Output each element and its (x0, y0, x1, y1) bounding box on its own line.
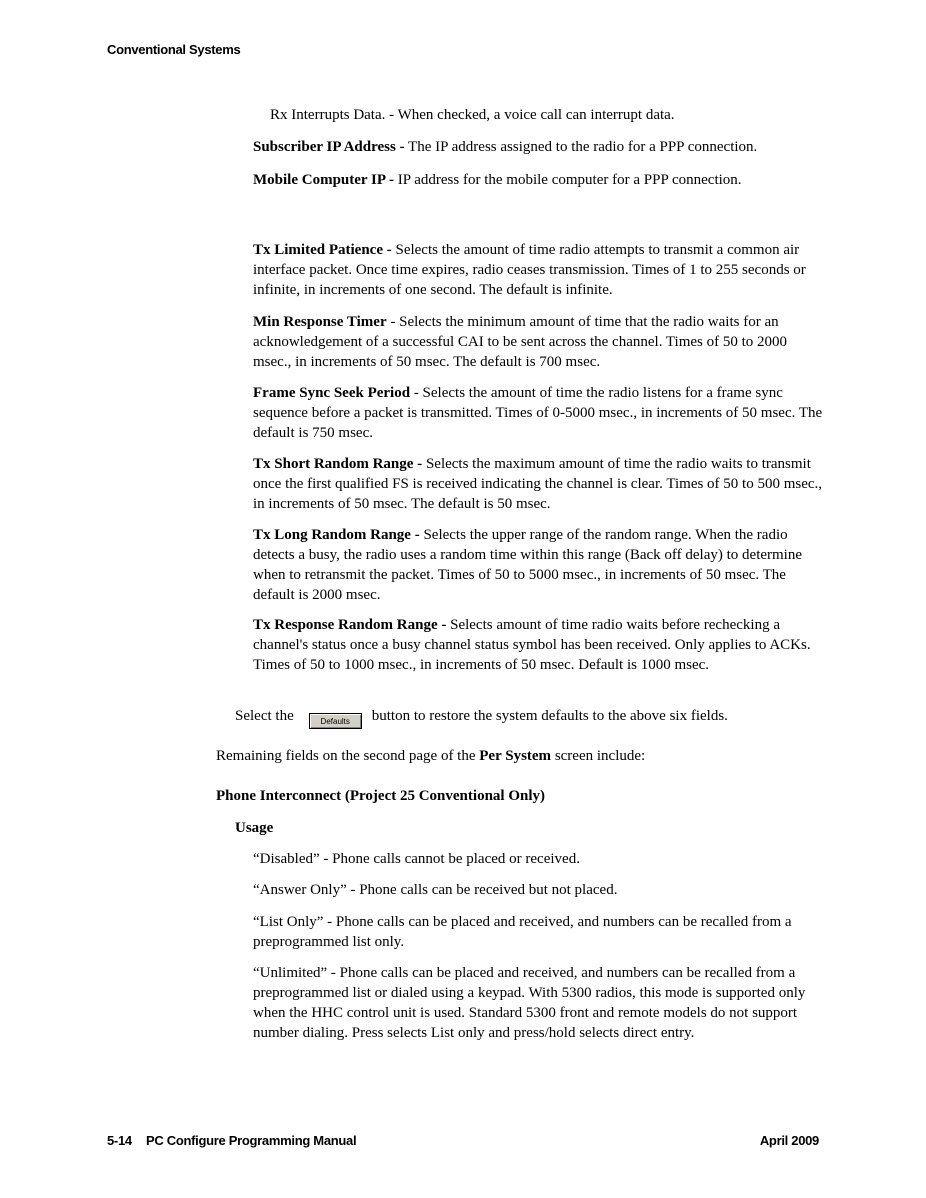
footer-page-number: 5-14 (107, 1133, 132, 1148)
remaining-fields-intro (216, 746, 836, 766)
field-term: Min Response Timer (253, 314, 387, 330)
field-desc: - Selects the minimum amount of time that the radio waits for an acknowledgement of a successful CAI to be sent across the channel. Times of 50 to 2000 msec., in increments of 50 msec. The default is 700 msec. (253, 314, 788, 370)
usage-item-list-only: “List Only” - Phone calls can be placed and received, and numbers can be recalled from a preprogrammed list only. (253, 914, 792, 950)
defaults-text-before: Select the (235, 708, 294, 724)
field-desc: Selects the maximum amount of time the radio waits to transmit once the first qualified FS is received indicating the channel is clear. Times of 50 to 500 msec., in increments of 50 msec. The default is 50 msec. (253, 456, 823, 512)
remaining-text-before: Remaining fields on the second page of the (216, 748, 480, 764)
field-tx-long-random-range (253, 525, 825, 605)
field-term: Subscriber IP Address - (253, 139, 405, 155)
footer-manual-title: PC Configure Programming Manual (146, 1133, 357, 1148)
field-subscriber-ip (253, 137, 825, 157)
defaults-instruction (235, 706, 835, 729)
phone-interconnect-heading: Phone Interconnect (Project 25 Conventional Only) (216, 788, 545, 804)
usage-item-unlimited: “Unlimited” - Phone calls can be placed and received, and numbers can be recalled from a preprogrammed list or dialed using a keypad. With 5300 radios, this mode is supported only when the HHC control unit is used. Standard 5300 front and remote models do not support number dialing. Press selects List only and press/hold selects direct entry. (253, 965, 806, 1041)
field-min-response-timer (253, 312, 825, 372)
field-term: Tx Long Random Range - (253, 527, 420, 543)
field-desc: The IP address assigned to the radio for a PPP connection. (404, 139, 758, 155)
footer-date: April 2009 (759, 1133, 819, 1148)
defaults-text-after: button to restore the system defaults to the above six fields. (371, 708, 728, 724)
per-system-label: Per System (479, 748, 552, 764)
usage-item-answer-only: “Answer Only” - Phone calls can be received but not placed. (253, 882, 618, 898)
usage-item-disabled: “Disabled” - Phone calls cannot be placed or received. (253, 851, 580, 867)
field-tx-short-random-range (253, 454, 825, 514)
usage-heading: Usage (235, 820, 274, 836)
field-term: Mobile Computer IP - (253, 172, 394, 188)
field-tx-response-random-range (253, 615, 825, 675)
rx-interrupts-text: Rx Interrupts Data. - When checked, a voice call can interrupt data. (270, 107, 675, 123)
running-header: Conventional Systems (107, 42, 241, 57)
field-mobile-computer-ip (253, 170, 825, 190)
field-term: Tx Short Random Range - (253, 456, 423, 472)
remaining-text-after: screen include: (551, 748, 646, 764)
defaults-button[interactable]: Defaults (309, 713, 362, 729)
field-term: Tx Limited Patience - (253, 242, 392, 258)
field-tx-limited-patience (253, 240, 825, 300)
field-desc: Selects amount of time radio waits before rechecking a channel's status once a busy channel status symbol has been received. Only applies to ACKs. Times of 50 to 1000 msec., in increments of 50 msec. Default is 1000 msec. (253, 617, 811, 673)
field-desc: Selects the upper range of the random range. When the radio detects a busy, the radio uses a random time within this range (Back off delay) to determine when to retransmit the packet. Times of 50 to 5000 msec., in increments of 50 msec. The default is 2000 msec. (253, 527, 803, 603)
field-term: Tx Response Random Range - (253, 617, 447, 633)
field-desc: Selects the amount of time radio attempts to transmit a common air interface packet. Once time expires, radio ceases transmission. Times of 1 to 255 seconds or infinite, in increments of one second. The default is infinite. (253, 242, 806, 298)
field-frame-sync-seek-period (253, 383, 825, 443)
field-desc: IP address for the mobile computer for a PPP connection. (393, 172, 742, 188)
field-desc: - Selects the amount of time the radio listens for a frame sync sequence before a packet is transmitted. Times of 0-5000 msec., in increments of 50 msec. The default is 750 msec. (253, 385, 823, 441)
field-term: Frame Sync Seek Period (253, 385, 411, 401)
